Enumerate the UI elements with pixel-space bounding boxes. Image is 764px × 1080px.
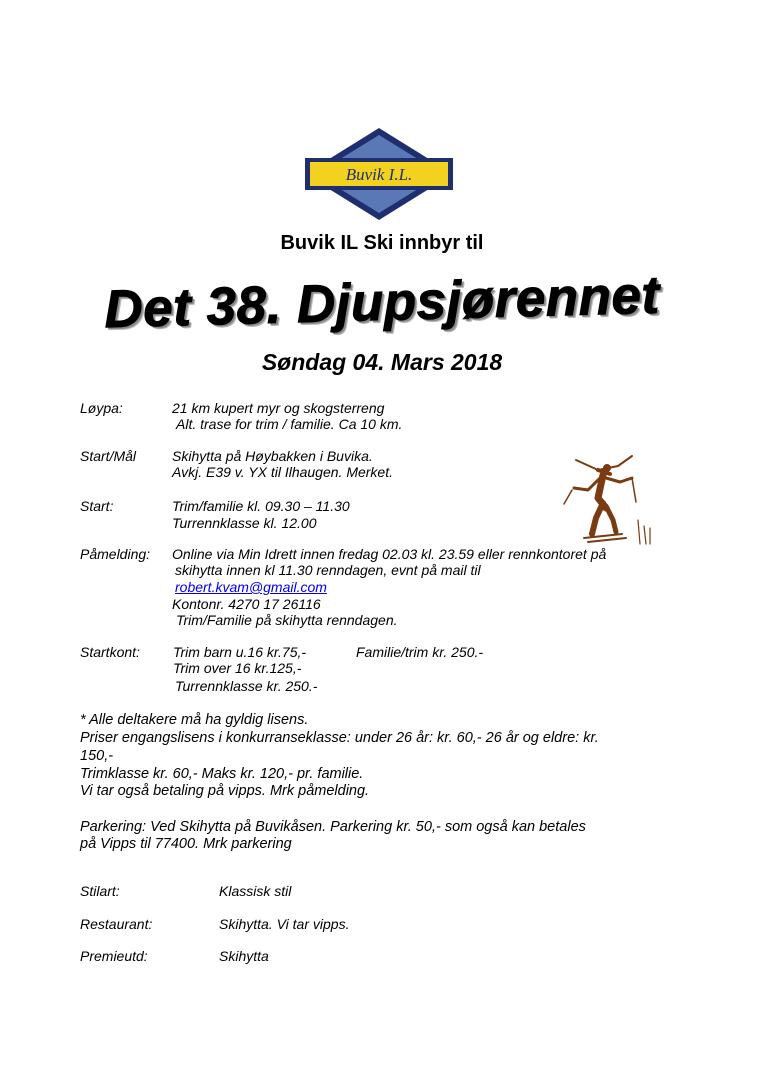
- stilart-label: Stilart:: [80, 883, 120, 899]
- event-date: Søndag 04. Mars 2018: [261, 349, 503, 375]
- startmaal-label: Start/Mål: [80, 448, 137, 464]
- loypa-label: Løypa:: [80, 400, 123, 416]
- loypa-line1: 21 km kupert myr og skogsterreng: [172, 400, 385, 416]
- pamelding-label: Påmelding:: [80, 546, 151, 562]
- stilart-value: Klassisk stil: [219, 883, 292, 899]
- license-line1: * Alle deltakere må ha gyldig lisens.: [80, 712, 309, 728]
- premieutd-label: Premieutd:: [80, 948, 148, 964]
- startmaal-line1: Skihytta på Høybakken i Buvika.: [172, 448, 373, 464]
- startkont-label: Startkont:: [80, 644, 140, 660]
- pamelding-line5: Trim/Familie på skihytta renndagen.: [176, 612, 398, 628]
- loypa-line2: Alt. trase for trim / familie. Ca 10 km.: [176, 416, 403, 432]
- pamelding-account: Kontonr. 4270 17 26116: [172, 596, 321, 612]
- skier-illustration: [558, 448, 658, 548]
- startkont-family: Familie/trim kr. 250.-: [356, 644, 484, 660]
- pamelding-line2: skihytta innen kl 11.30 renndagen, evnt på mail til: [175, 562, 481, 578]
- start-label: Start:: [80, 498, 114, 514]
- start-line1: Trim/familie kl. 09.30 – 11.30: [172, 498, 350, 514]
- premieutd-value: Skihytta: [219, 948, 269, 964]
- start-line2: Turrennklasse kl. 12.00: [172, 515, 317, 531]
- license-line4: Trimklasse kr. 60,- Maks kr. 120,- pr. familie.: [80, 766, 364, 782]
- organizer-line: Buvik IL Ski innbyr til: [280, 232, 484, 254]
- event-title: Det 38. Djupsjørennet: [103, 265, 661, 340]
- license-line3: 150,-: [80, 748, 114, 764]
- startkont-line1: Trim barn u.16 kr.75,-: [173, 644, 307, 660]
- startkont-line3: Turrennklasse kr. 250.-: [175, 678, 318, 694]
- pamelding-line1: Online via Min Idrett innen fredag 02.03 kl. 23.59 eller rennkontoret på: [172, 546, 607, 562]
- startmaal-line2: Avkj. E39 v. YX til Ilhaugen. Merket.: [172, 464, 393, 480]
- buvik-il-logo: [302, 127, 456, 222]
- startkont-line2: Trim over 16 kr.125,-: [173, 660, 302, 676]
- contact-email-link[interactable]: robert.kvam@gmail.com: [175, 579, 327, 595]
- logo-text: Buvik I.L.: [345, 165, 413, 184]
- parking-line2: på Vipps til 77400. Mrk parkering: [80, 836, 292, 852]
- parking-line1: Parkering: Ved Skihytta på Buvikåsen. Parkering kr. 50,- som også kan betales: [80, 819, 586, 835]
- license-line2: Priser engangslisens i konkurranseklasse: under 26 år: kr. 60,- 26 år og eldre: kr.: [80, 730, 599, 746]
- restaurant-label: Restaurant:: [80, 916, 153, 932]
- license-line5: Vi tar også betaling på vipps. Mrk påmelding.: [80, 783, 370, 799]
- restaurant-value: Skihytta. Vi tar vipps.: [219, 916, 350, 932]
